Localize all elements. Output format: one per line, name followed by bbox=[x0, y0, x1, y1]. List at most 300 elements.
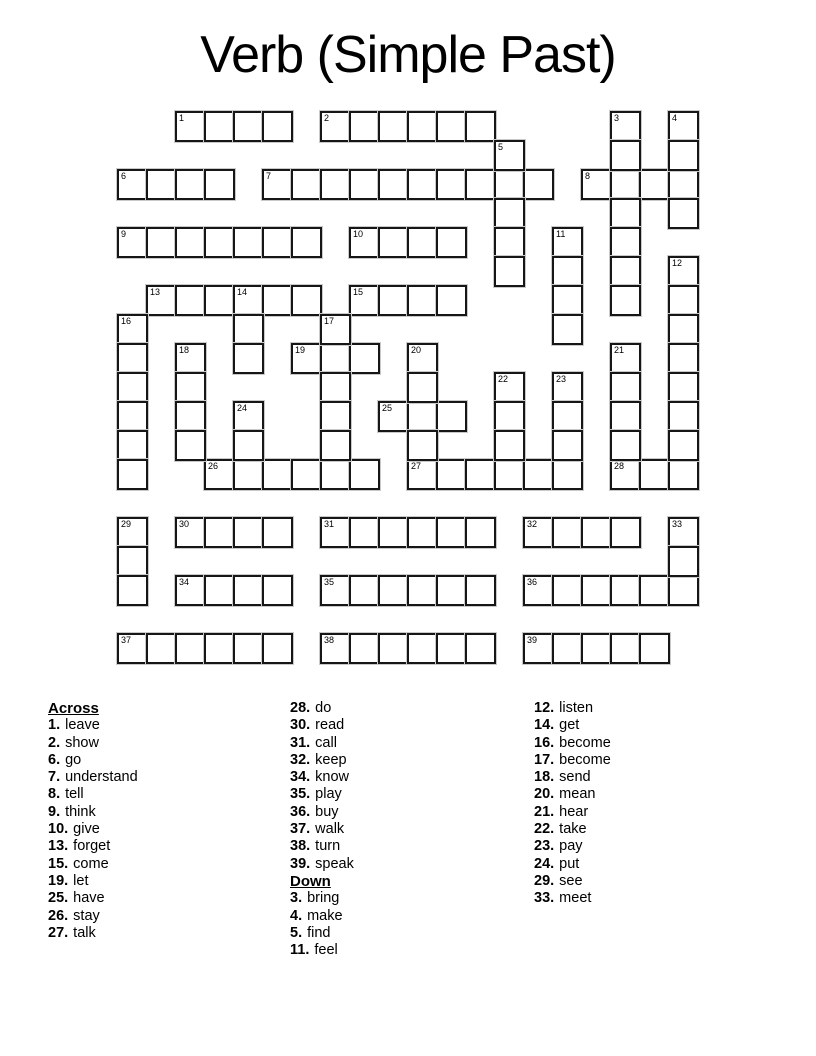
clue-item bbox=[290, 769, 354, 786]
cell-number: 18 bbox=[179, 345, 190, 355]
grid-cell[interactable] bbox=[407, 111, 438, 142]
grid-cell[interactable] bbox=[610, 517, 641, 548]
clue-text: let bbox=[73, 872, 89, 889]
clue-item bbox=[48, 717, 138, 734]
clue-number: 37. bbox=[290, 821, 311, 838]
cell-number: 6 bbox=[121, 171, 127, 181]
grid-cell[interactable] bbox=[407, 169, 438, 200]
grid-cell[interactable] bbox=[407, 372, 438, 403]
cell-number: 20 bbox=[411, 345, 422, 355]
grid-cell[interactable] bbox=[146, 169, 177, 200]
grid-cell[interactable] bbox=[581, 633, 612, 664]
grid-cell[interactable] bbox=[320, 517, 351, 548]
grid-cell[interactable] bbox=[262, 169, 293, 200]
grid-cell[interactable] bbox=[610, 140, 641, 171]
grid-cell[interactable] bbox=[262, 285, 293, 316]
grid-cell[interactable] bbox=[233, 111, 264, 142]
grid-cell[interactable] bbox=[407, 459, 438, 490]
grid-cell[interactable] bbox=[668, 343, 699, 374]
grid-cell[interactable] bbox=[639, 575, 670, 606]
grid-cell[interactable] bbox=[465, 111, 496, 142]
grid-cell[interactable] bbox=[552, 256, 583, 287]
clue-number: 20. bbox=[534, 786, 555, 803]
grid-cell[interactable] bbox=[407, 517, 438, 548]
clue-item bbox=[48, 890, 138, 907]
grid-cell[interactable] bbox=[610, 343, 641, 374]
grid-cell[interactable] bbox=[146, 285, 177, 316]
grid-cell[interactable] bbox=[581, 169, 612, 200]
grid-cell[interactable] bbox=[465, 169, 496, 200]
clue-item bbox=[534, 873, 611, 890]
cell-number: 11 bbox=[556, 229, 566, 239]
grid-cell[interactable] bbox=[436, 401, 467, 432]
grid-cell[interactable] bbox=[407, 401, 438, 432]
grid-cell[interactable] bbox=[378, 227, 409, 258]
grid-cell[interactable] bbox=[175, 430, 206, 461]
grid-cell[interactable] bbox=[523, 169, 554, 200]
grid-cell[interactable] bbox=[465, 459, 496, 490]
grid-cell[interactable] bbox=[233, 285, 264, 316]
grid-cell[interactable] bbox=[668, 401, 699, 432]
cell-number: 37 bbox=[121, 635, 132, 645]
grid-cell[interactable] bbox=[378, 517, 409, 548]
clue-item bbox=[534, 752, 611, 769]
clue-item bbox=[290, 821, 354, 838]
grid-cell[interactable] bbox=[610, 430, 641, 461]
clue-number: 25. bbox=[48, 890, 69, 907]
grid-cell[interactable] bbox=[639, 459, 670, 490]
grid-cell[interactable] bbox=[610, 285, 641, 316]
clue-item bbox=[48, 786, 138, 803]
clue-item bbox=[534, 786, 611, 803]
grid-cell[interactable] bbox=[610, 459, 641, 490]
clue-number: 2. bbox=[48, 734, 61, 751]
grid-cell[interactable] bbox=[291, 227, 322, 258]
cell-number: 10 bbox=[353, 229, 364, 239]
clues-column-1 bbox=[48, 700, 138, 942]
clue-item bbox=[290, 908, 354, 925]
clue-text: talk bbox=[73, 924, 96, 941]
grid-cell[interactable] bbox=[320, 575, 351, 606]
grid-cell[interactable] bbox=[233, 459, 264, 490]
grid-cell[interactable] bbox=[494, 459, 525, 490]
grid-cell[interactable] bbox=[465, 575, 496, 606]
grid-cell[interactable] bbox=[349, 343, 380, 374]
grid-cell[interactable] bbox=[552, 633, 583, 664]
clue-text: speak bbox=[315, 855, 354, 872]
cell-number: 21 bbox=[614, 345, 625, 355]
clue-text: forget bbox=[73, 838, 111, 855]
clue-number: 22. bbox=[534, 821, 555, 838]
grid-cell[interactable] bbox=[552, 430, 583, 461]
grid-cell[interactable] bbox=[378, 111, 409, 142]
clue-number: 17. bbox=[534, 751, 555, 768]
grid-cell[interactable] bbox=[175, 169, 206, 200]
grid-cell[interactable] bbox=[668, 285, 699, 316]
clue-text: take bbox=[559, 821, 587, 838]
grid-cell[interactable] bbox=[523, 517, 554, 548]
grid-cell[interactable] bbox=[610, 256, 641, 287]
clue-item bbox=[534, 700, 611, 717]
grid-cell[interactable] bbox=[233, 575, 264, 606]
clue-number: 10. bbox=[48, 821, 69, 838]
clue-item bbox=[290, 838, 354, 855]
grid-cell[interactable] bbox=[494, 198, 525, 229]
clue-number: 34. bbox=[290, 769, 311, 786]
grid-cell[interactable] bbox=[552, 372, 583, 403]
clue-number: 30. bbox=[290, 717, 311, 734]
clue-text: know bbox=[315, 769, 350, 786]
grid-cell[interactable] bbox=[320, 633, 351, 664]
grid-cell[interactable] bbox=[668, 256, 699, 287]
clue-number: 4. bbox=[290, 907, 303, 924]
cell-number: 31 bbox=[324, 519, 335, 529]
clue-item bbox=[290, 786, 354, 803]
clue-number: 38. bbox=[290, 838, 311, 855]
grid-cell[interactable] bbox=[117, 517, 148, 548]
clue-item bbox=[534, 804, 611, 821]
grid-cell[interactable] bbox=[349, 459, 380, 490]
grid-cell[interactable] bbox=[668, 459, 699, 490]
clue-text: call bbox=[315, 734, 337, 751]
grid-cell[interactable] bbox=[117, 372, 148, 403]
cell-number: 16 bbox=[121, 316, 132, 326]
clue-text: have bbox=[73, 890, 105, 907]
clue-text: hear bbox=[559, 803, 589, 820]
grid-cell[interactable] bbox=[494, 169, 525, 200]
clue-item bbox=[48, 838, 138, 855]
grid-cell[interactable] bbox=[204, 575, 235, 606]
grid-cell[interactable] bbox=[175, 401, 206, 432]
grid-cell[interactable] bbox=[349, 575, 380, 606]
clue-number: 23. bbox=[534, 838, 555, 855]
clue-text: play bbox=[315, 786, 342, 803]
grid-cell[interactable] bbox=[204, 517, 235, 548]
grid-cell[interactable] bbox=[175, 343, 206, 374]
grid-cell[interactable] bbox=[407, 633, 438, 664]
grid-cell[interactable] bbox=[668, 314, 699, 345]
clue-number: 27. bbox=[48, 924, 69, 941]
grid-cell[interactable] bbox=[146, 633, 177, 664]
grid-cell[interactable] bbox=[494, 256, 525, 287]
clue-text: put bbox=[559, 855, 580, 872]
grid-cell[interactable] bbox=[175, 575, 206, 606]
grid-cell[interactable] bbox=[436, 285, 467, 316]
cell-number: 38 bbox=[324, 635, 335, 645]
down-header: Down bbox=[290, 872, 331, 890]
grid-cell[interactable] bbox=[436, 633, 467, 664]
grid-cell[interactable] bbox=[610, 401, 641, 432]
grid-cell[interactable] bbox=[668, 575, 699, 606]
grid-cell[interactable] bbox=[233, 401, 264, 432]
clue-text: send bbox=[559, 769, 591, 786]
clue-text: mean bbox=[559, 786, 596, 803]
grid-cell[interactable] bbox=[552, 227, 583, 258]
grid-cell[interactable] bbox=[610, 633, 641, 664]
grid-cell[interactable] bbox=[378, 575, 409, 606]
grid-cell[interactable] bbox=[291, 343, 322, 374]
grid-cell[interactable] bbox=[523, 575, 554, 606]
grid-cell[interactable] bbox=[552, 459, 583, 490]
clue-item bbox=[290, 804, 354, 821]
clue-number: 14. bbox=[534, 717, 555, 734]
grid-cell[interactable] bbox=[436, 575, 467, 606]
grid-cell[interactable] bbox=[320, 459, 351, 490]
grid-cell[interactable] bbox=[668, 111, 699, 142]
grid-cell[interactable] bbox=[436, 459, 467, 490]
clue-number: 39. bbox=[290, 855, 311, 872]
clue-text: show bbox=[65, 734, 99, 751]
cell-number: 13 bbox=[150, 287, 161, 297]
clue-text: meet bbox=[559, 890, 592, 907]
grid-cell[interactable] bbox=[204, 459, 235, 490]
clue-text: read bbox=[315, 717, 345, 734]
clue-number: 29. bbox=[534, 872, 555, 889]
clue-item bbox=[290, 700, 354, 717]
clue-item bbox=[48, 769, 138, 786]
clue-text: keep bbox=[315, 751, 347, 768]
grid-cell[interactable] bbox=[610, 111, 641, 142]
grid-cell[interactable] bbox=[233, 343, 264, 374]
clue-item bbox=[534, 856, 611, 873]
grid-cell[interactable] bbox=[581, 575, 612, 606]
clue-item bbox=[290, 925, 354, 942]
clue-item bbox=[534, 735, 611, 752]
clue-number: 9. bbox=[48, 803, 61, 820]
grid-cell[interactable] bbox=[436, 517, 467, 548]
grid-cell[interactable] bbox=[552, 285, 583, 316]
grid-cell[interactable] bbox=[233, 633, 264, 664]
grid-cell[interactable] bbox=[552, 314, 583, 345]
grid-cell[interactable] bbox=[349, 633, 380, 664]
grid-cell[interactable] bbox=[204, 285, 235, 316]
grid-cell[interactable] bbox=[175, 285, 206, 316]
grid-cell[interactable] bbox=[407, 343, 438, 374]
clue-number: 19. bbox=[48, 872, 69, 889]
grid-cell[interactable] bbox=[117, 633, 148, 664]
grid-cell[interactable] bbox=[175, 111, 206, 142]
clue-text: bring bbox=[307, 890, 340, 907]
grid-cell[interactable] bbox=[117, 169, 148, 200]
clue-text: walk bbox=[315, 821, 345, 838]
grid-cell[interactable] bbox=[494, 140, 525, 171]
grid-cell[interactable] bbox=[117, 343, 148, 374]
grid-cell[interactable] bbox=[407, 575, 438, 606]
grid-cell[interactable] bbox=[117, 459, 148, 490]
grid-cell[interactable] bbox=[610, 227, 641, 258]
grid-cell[interactable] bbox=[349, 227, 380, 258]
grid-cell[interactable] bbox=[320, 314, 351, 345]
cell-number: 14 bbox=[237, 287, 248, 297]
grid-cell[interactable] bbox=[436, 111, 467, 142]
grid-cell[interactable] bbox=[320, 372, 351, 403]
clue-number: 12. bbox=[534, 700, 555, 716]
clue-item bbox=[534, 890, 611, 907]
clue-item bbox=[290, 856, 354, 873]
grid-cell[interactable] bbox=[175, 227, 206, 258]
cell-number: 8 bbox=[585, 171, 591, 181]
clue-number: 3. bbox=[290, 890, 303, 907]
grid-cell[interactable] bbox=[668, 169, 699, 200]
clues-column-3 bbox=[534, 700, 611, 908]
clue-item bbox=[290, 890, 354, 907]
cell-number: 9 bbox=[121, 229, 127, 239]
clue-number: 5. bbox=[290, 924, 303, 941]
grid-cell[interactable] bbox=[117, 314, 148, 345]
grid-cell[interactable] bbox=[378, 169, 409, 200]
cell-number: 34 bbox=[179, 577, 190, 587]
cell-number: 33 bbox=[672, 519, 683, 529]
grid-cell[interactable] bbox=[494, 227, 525, 258]
grid-cell[interactable] bbox=[494, 430, 525, 461]
grid-cell[interactable] bbox=[320, 169, 351, 200]
grid-cell[interactable] bbox=[668, 430, 699, 461]
grid-cell[interactable] bbox=[494, 401, 525, 432]
clue-number: 13. bbox=[48, 838, 69, 855]
clue-text: go bbox=[65, 751, 82, 768]
grid-cell[interactable] bbox=[465, 517, 496, 548]
grid-cell[interactable] bbox=[233, 430, 264, 461]
clue-item bbox=[48, 735, 138, 752]
grid-cell[interactable] bbox=[639, 633, 670, 664]
grid-cell[interactable] bbox=[407, 285, 438, 316]
grid-cell[interactable] bbox=[262, 227, 293, 258]
grid-cell[interactable] bbox=[610, 169, 641, 200]
clue-item bbox=[534, 717, 611, 734]
grid-cell[interactable] bbox=[581, 517, 612, 548]
clue-item bbox=[48, 856, 138, 873]
grid-cell[interactable] bbox=[349, 285, 380, 316]
grid-cell[interactable] bbox=[291, 285, 322, 316]
grid-cell[interactable] bbox=[146, 227, 177, 258]
clue-item bbox=[48, 873, 138, 890]
grid-cell[interactable] bbox=[291, 169, 322, 200]
clue-text: tell bbox=[65, 786, 84, 803]
clue-text: pay bbox=[559, 838, 583, 855]
grid-cell[interactable] bbox=[320, 401, 351, 432]
grid-cell[interactable] bbox=[262, 517, 293, 548]
grid-cell[interactable] bbox=[262, 111, 293, 142]
clue-number: 26. bbox=[48, 907, 69, 924]
grid-cell[interactable] bbox=[349, 517, 380, 548]
grid-cell[interactable] bbox=[407, 227, 438, 258]
clue-text: listen bbox=[559, 700, 594, 716]
grid-cell[interactable] bbox=[407, 430, 438, 461]
clue-text: do bbox=[315, 700, 332, 716]
grid-cell[interactable] bbox=[204, 111, 235, 142]
grid-cell[interactable] bbox=[262, 633, 293, 664]
clue-number: 15. bbox=[48, 855, 69, 872]
grid-cell[interactable] bbox=[233, 517, 264, 548]
grid-cell[interactable] bbox=[175, 372, 206, 403]
across-header: Across bbox=[48, 700, 99, 717]
clue-text: think bbox=[65, 803, 96, 820]
clue-number: 24. bbox=[534, 855, 555, 872]
grid-cell[interactable] bbox=[668, 517, 699, 548]
cell-number: 27 bbox=[411, 461, 422, 471]
grid-cell[interactable] bbox=[552, 401, 583, 432]
grid-cell[interactable] bbox=[320, 430, 351, 461]
grid-cell[interactable] bbox=[494, 372, 525, 403]
clue-item bbox=[534, 838, 611, 855]
grid-cell[interactable] bbox=[262, 575, 293, 606]
grid-cell[interactable] bbox=[378, 401, 409, 432]
grid-cell[interactable] bbox=[523, 459, 554, 490]
clues-column-2 bbox=[290, 700, 354, 959]
clue-item bbox=[48, 925, 138, 942]
clue-item bbox=[48, 908, 138, 925]
grid-cell[interactable] bbox=[668, 546, 699, 577]
clue-text: become bbox=[559, 751, 611, 768]
clue-number: 16. bbox=[534, 734, 555, 751]
clue-item bbox=[48, 821, 138, 838]
grid-cell[interactable] bbox=[436, 169, 467, 200]
grid-cell[interactable] bbox=[117, 227, 148, 258]
clue-number: 36. bbox=[290, 803, 311, 820]
grid-cell[interactable] bbox=[117, 430, 148, 461]
clue-number: 7. bbox=[48, 769, 61, 786]
grid-cell[interactable] bbox=[378, 285, 409, 316]
grid-cell[interactable] bbox=[117, 575, 148, 606]
cell-number: 24 bbox=[237, 403, 248, 413]
grid-cell[interactable] bbox=[668, 140, 699, 171]
grid-cell[interactable] bbox=[204, 227, 235, 258]
clue-text: buy bbox=[315, 803, 339, 820]
grid-cell[interactable] bbox=[117, 546, 148, 577]
grid-cell[interactable] bbox=[639, 169, 670, 200]
grid-cell[interactable] bbox=[233, 227, 264, 258]
grid-cell[interactable] bbox=[523, 633, 554, 664]
grid-cell[interactable] bbox=[320, 343, 351, 374]
grid-cell[interactable] bbox=[610, 198, 641, 229]
cell-number: 32 bbox=[527, 519, 538, 529]
grid-cell[interactable] bbox=[610, 575, 641, 606]
grid-cell[interactable] bbox=[378, 633, 409, 664]
grid-cell[interactable] bbox=[436, 227, 467, 258]
grid-cell[interactable] bbox=[668, 198, 699, 229]
grid-cell[interactable] bbox=[117, 401, 148, 432]
grid-cell[interactable] bbox=[233, 314, 264, 345]
grid-cell[interactable] bbox=[610, 372, 641, 403]
cell-number: 29 bbox=[121, 519, 132, 529]
grid-cell[interactable] bbox=[175, 633, 206, 664]
grid-cell[interactable] bbox=[349, 169, 380, 200]
grid-cell[interactable] bbox=[349, 111, 380, 142]
clue-number: 35. bbox=[290, 786, 311, 803]
page-title: Verb (Simple Past) bbox=[200, 26, 616, 84]
clue-number: 11. bbox=[290, 942, 310, 959]
grid-cell[interactable] bbox=[204, 633, 235, 664]
cell-number: 17 bbox=[324, 316, 335, 326]
grid-cell[interactable] bbox=[552, 517, 583, 548]
clue-item bbox=[290, 717, 354, 734]
cell-number: 23 bbox=[556, 374, 567, 384]
grid-cell[interactable] bbox=[552, 575, 583, 606]
grid-cell[interactable] bbox=[320, 111, 351, 142]
cell-number: 28 bbox=[614, 461, 625, 471]
grid-cell[interactable] bbox=[291, 459, 322, 490]
grid-cell[interactable] bbox=[668, 372, 699, 403]
cell-number: 19 bbox=[295, 345, 306, 355]
grid-cell[interactable] bbox=[262, 459, 293, 490]
grid-cell[interactable] bbox=[204, 169, 235, 200]
clue-text: turn bbox=[315, 838, 341, 855]
grid-cell[interactable] bbox=[175, 517, 206, 548]
grid-cell[interactable] bbox=[465, 633, 496, 664]
clue-text: see bbox=[559, 872, 583, 889]
cell-number: 4 bbox=[672, 113, 678, 123]
cell-number: 30 bbox=[179, 519, 190, 529]
